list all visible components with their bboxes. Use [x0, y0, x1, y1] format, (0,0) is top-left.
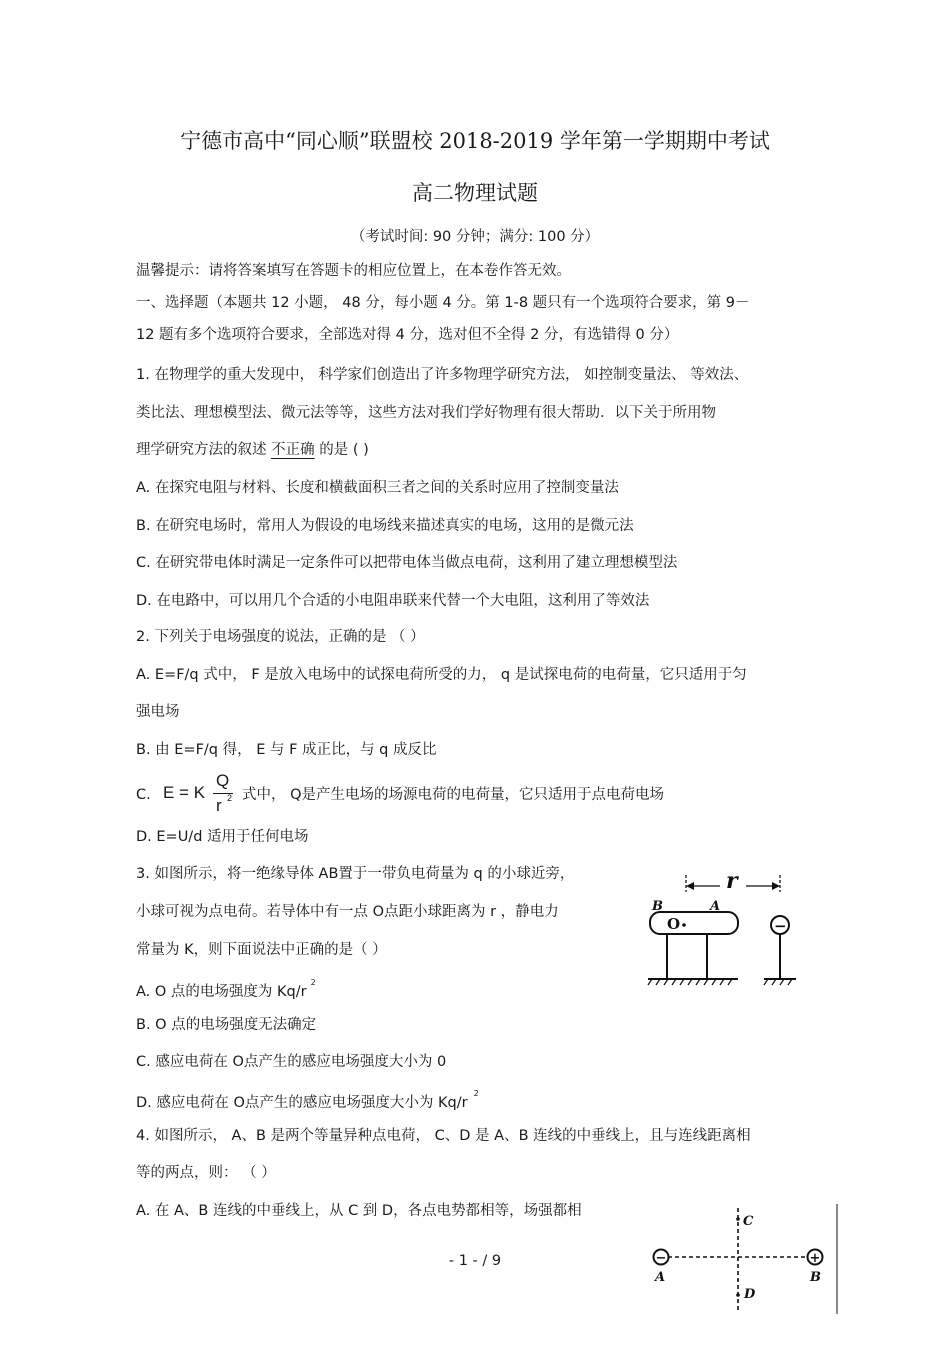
exam-info: （考试时间: 90 分钟；满分: 100 分） — [350, 229, 600, 245]
notice: 温馨提示：请将答案填写在答题卡的相应位置上，在本卷作答无效。 — [136, 263, 571, 279]
q2-option-a-line1: A. E=F/q 式中， F 是放入电场中的试探电荷所受的力， q 是试探电荷的电荷量，它只适用于匀 — [136, 667, 747, 683]
q2-formula-lhs: E = K — [163, 783, 206, 802]
fig4-label-a: A — [655, 1270, 666, 1285]
q1-stem-post: 的是 ( ) — [314, 442, 369, 458]
q2-formula-exponent: 2 — [227, 793, 233, 803]
q1-option-b: B. 在研究电场时，常用人为假设的电场线来描述真实的电场，这用的是微元法 — [136, 518, 634, 534]
q2-formula-denominator: r — [216, 796, 222, 815]
q2-formula-numerator: Q — [216, 771, 230, 790]
q1-underlined-keyword: 不正确 — [271, 442, 315, 458]
exam-title: 宁德市高中“同心顺”联盟校 2018-2019 学年第一学期期中考试 — [180, 129, 770, 153]
q3-option-a-exponent: 2 — [310, 978, 316, 987]
page-number: - 1 - / 9 — [448, 1253, 502, 1269]
q4-stem-line2: 等的两点，则： （ ） — [136, 1165, 276, 1181]
fig4-label-c: C — [743, 1214, 754, 1229]
q1-option-a: A. 在探究电阻与材料、长度和横截面积三者之间的关系时应用了控制变量法 — [136, 480, 619, 496]
fig4-negative-sign: − — [655, 1251, 667, 1266]
fig3-negative-sign: − — [774, 917, 787, 935]
q1-stem-pre: 理学研究方法的叙述 — [136, 442, 272, 458]
q2-option-c-label: C. — [136, 787, 151, 803]
q1-option-d: D. 在电路中，可以用几个合适的小电阻串联来代替一个大电阻，这利用了等效法 — [136, 593, 650, 609]
fig3-label-b: B — [652, 899, 663, 914]
paper-subtitle: 高二物理试题 — [412, 181, 538, 205]
q3-stem-line2: 小球可视为点电荷。若导体中有一点 O点距小球距离为 r ，静电力 — [136, 904, 559, 920]
q2-option-a-line2: 强电场 — [136, 704, 180, 720]
fig3-label-a: A — [710, 899, 721, 914]
q1-option-c: C. 在研究带电体时满足一定条件可以把带电体当做点电荷，这利用了建立理想模型法 — [136, 555, 678, 571]
q1-stem-line3 — [136, 441, 369, 459]
fig4-label-b: B — [810, 1270, 821, 1285]
q3-option-a — [136, 979, 316, 1001]
q3-option-d — [136, 1090, 479, 1112]
q1-stem-line1: 1. 在物理学的重大发现中， 科学家们创造出了许多物理学研究方法， 如控制变量法、 等效法、 — [136, 367, 749, 383]
q3-option-d-exponent: 2 — [473, 1089, 479, 1098]
fig4-label-d: D — [744, 1287, 756, 1302]
q3-option-d-text: D. 感应电荷在 O点产生的感应电场强度大小为 Kq/r — [136, 1094, 468, 1111]
fig3-label-r: r — [726, 868, 738, 894]
section-heading-line2: 12 题有多个选项符合要求，全部选对得 4 分，选对但不全得 2 分，有选错得 0 分） — [136, 327, 679, 343]
q3-option-c: C. 感应电荷在 O点产生的感应电场强度大小为 0 — [136, 1054, 447, 1070]
fig3-label-o: O — [667, 915, 681, 933]
fig4-positive-sign: + — [809, 1251, 821, 1266]
section-heading-line1: 一、选择题（本题共 12 小题， 48 分，每小题 4 分。第 1-8 题只有一个选项符合要求，第 9－ — [136, 295, 750, 311]
q2-option-b: B. 由 E=F/q 得， E 与 F 成正比，与 q 成反比 — [136, 742, 437, 758]
q3-stem-line1: 3. 如图所示，将一绝缘导体 AB置于一带负电荷量为 q 的小球近旁， — [136, 866, 575, 882]
q4-stem-line1: 4. 如图所示， A、B 是两个等量异种点电荷， C、D 是 A、B 连线的中垂线上，且与连线距离相 — [136, 1128, 751, 1144]
q3-option-b: B. O 点的电场强度无法确定 — [136, 1017, 317, 1033]
q4-option-a: A. 在 A、B 连线的中垂线上，从 C 到 D，各点电势都相等，场强都相 — [136, 1203, 582, 1219]
q2-option-d: D. E=U/d 适用于任何电场 — [136, 829, 309, 845]
q3-figure — [640, 866, 805, 991]
q2-option-c-text: 式中， Q是产生电场的场源电荷的电荷量，它只适用于点电荷电场 — [242, 787, 665, 803]
q2-stem: 2. 下列关于电场强度的说法，正确的是 （ ） — [136, 629, 425, 645]
q1-stem-line2: 类比法、理想模型法、微元法等等，这些方法对我们学好物理有很大帮助．以下关于所用物 — [136, 405, 716, 421]
q3-stem-line3: 常量为 K，则下面说法中正确的是（ ） — [136, 942, 387, 958]
q3-option-a-text: A. O 点的电场强度为 Kq/r — [136, 983, 307, 1000]
